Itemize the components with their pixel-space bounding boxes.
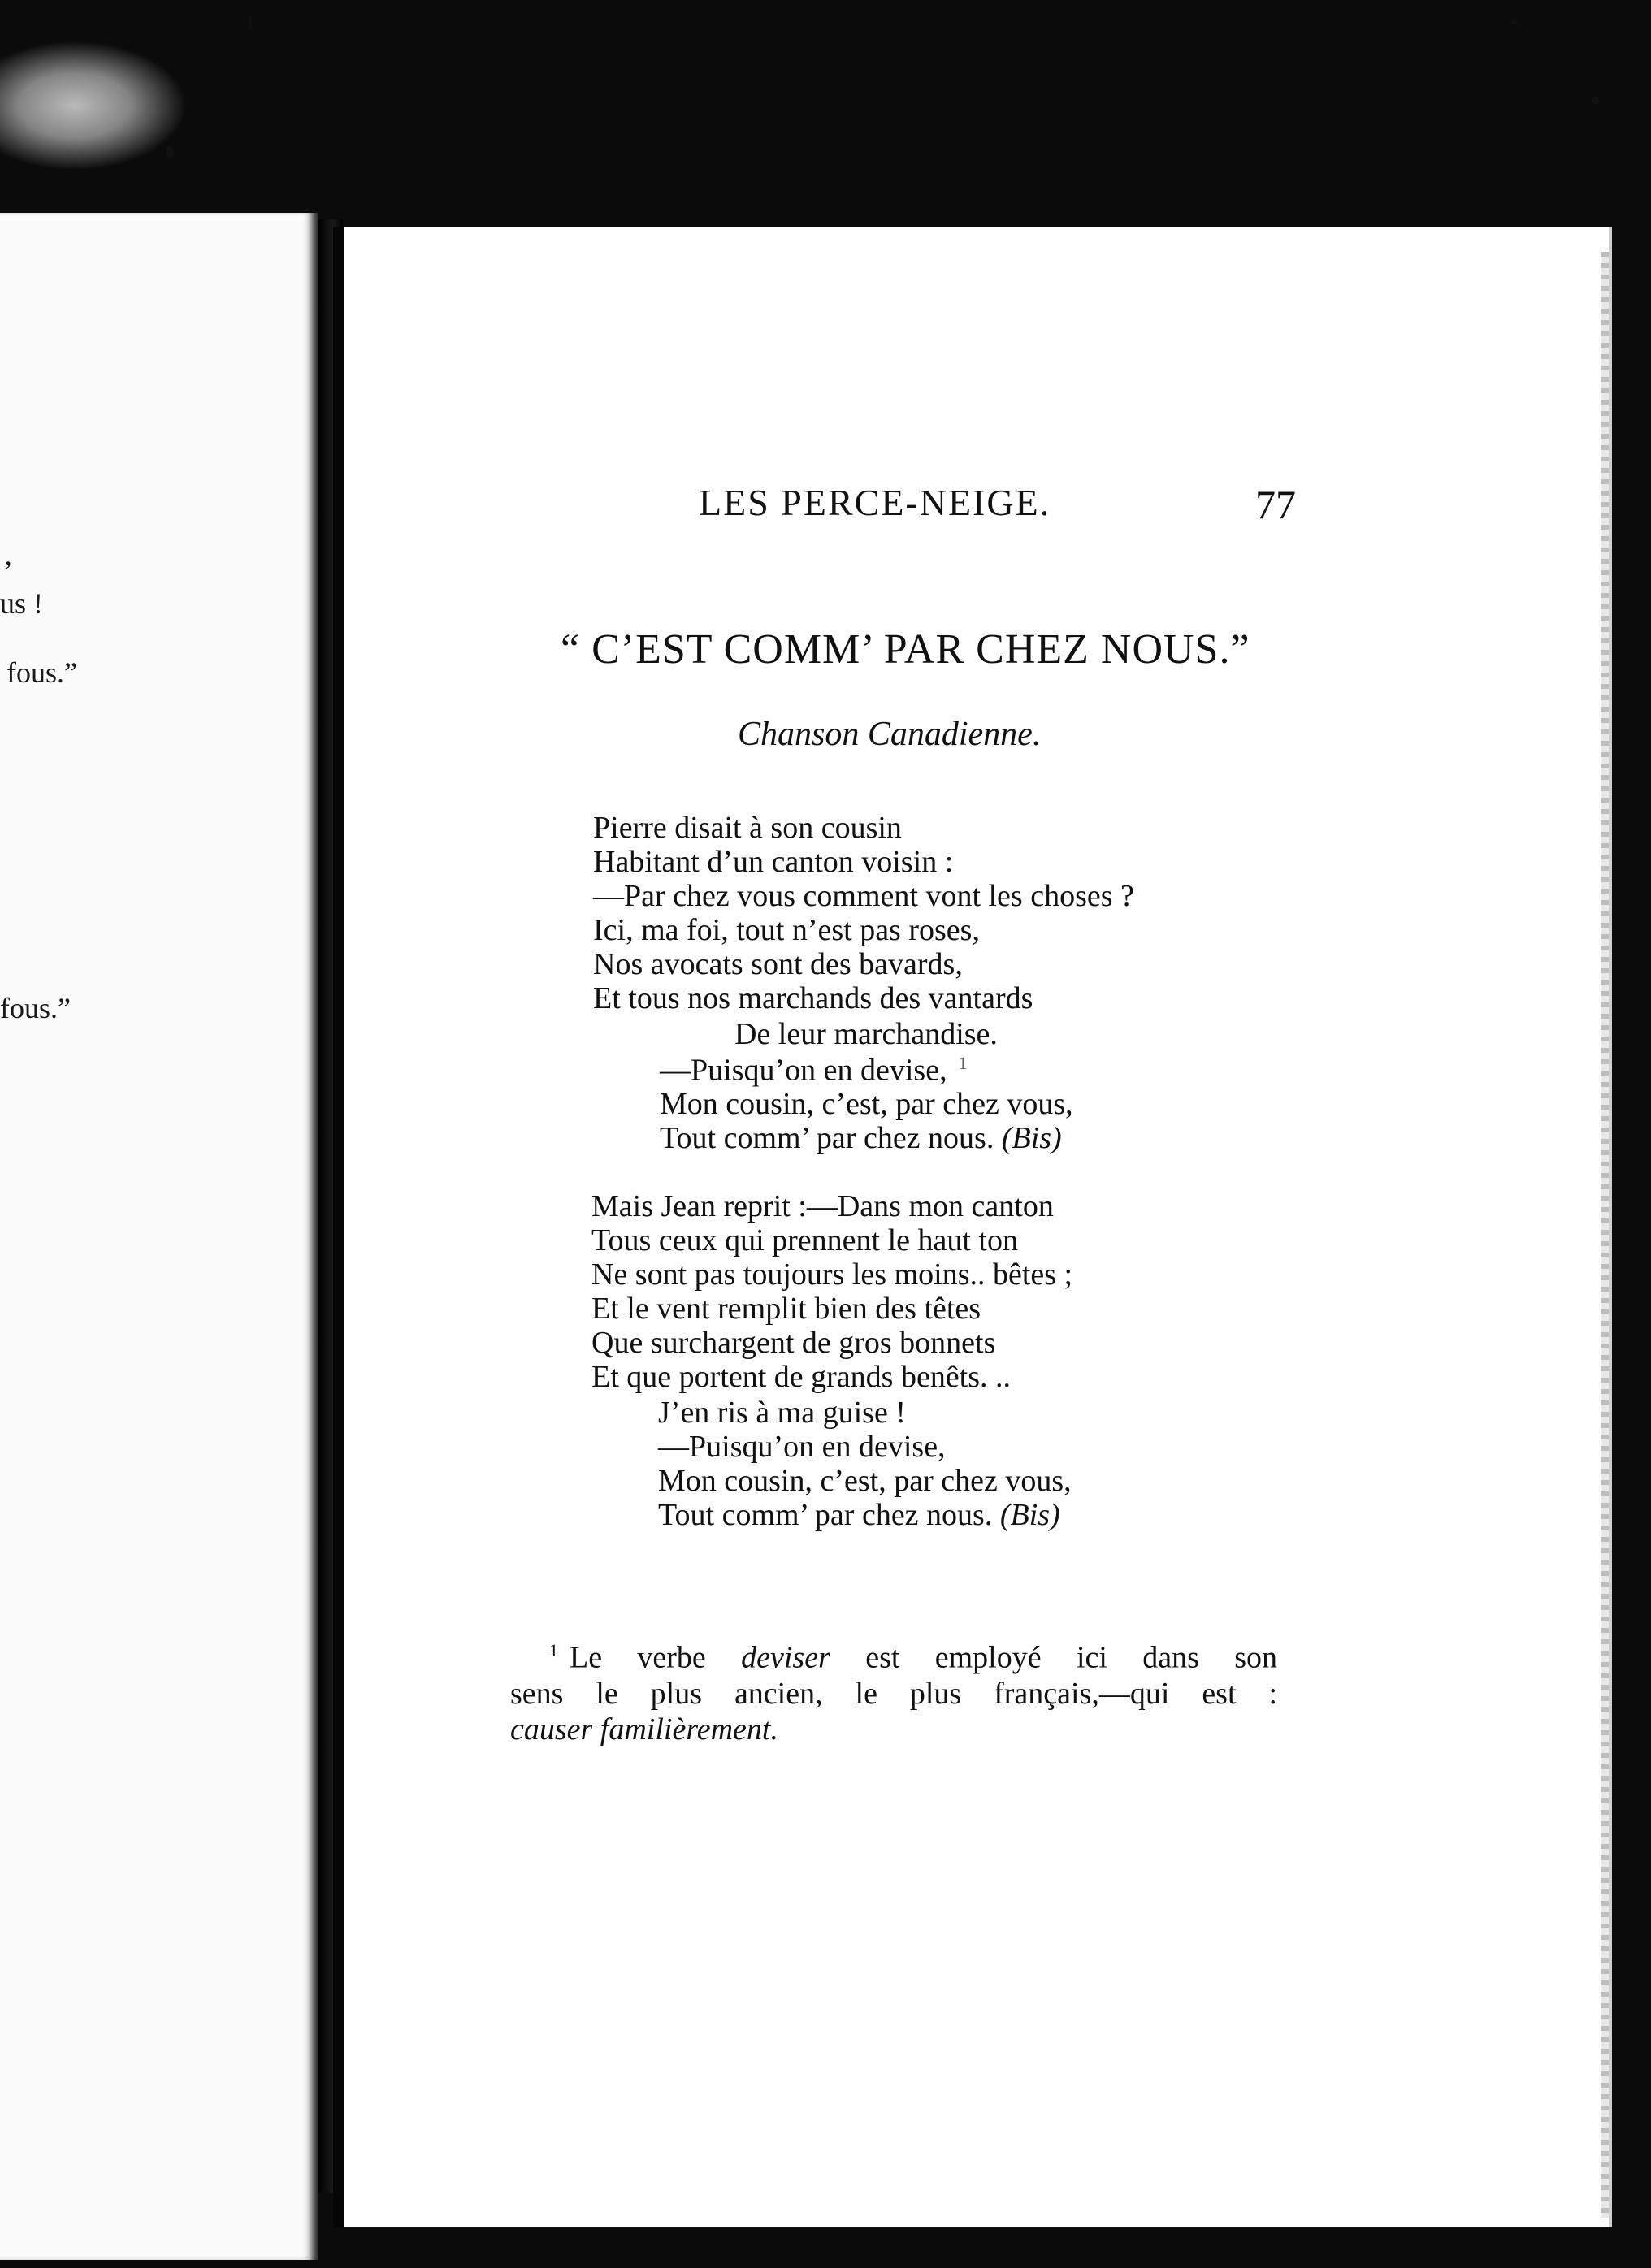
verse-line: Mon cousin, c’est, par chez vous,: [658, 1464, 1072, 1498]
verse-line: Ici, ma foi, tout n’est pas roses,: [593, 913, 980, 947]
verse-line: Habitant d’un canton voisin :: [593, 845, 954, 879]
footnote-number: 1: [549, 1640, 558, 1660]
verse-line: De leur marchandise.: [734, 1017, 998, 1051]
page-edges: [1601, 252, 1609, 2218]
footnote-line: sens le plus ancien, le plus français,—qui est :: [510, 1676, 1277, 1711]
verse-line: [660, 1054, 968, 1086]
verse-line: —Puisqu’on en devise,: [658, 1430, 946, 1464]
verse-line-text: Tout comm’ par chez nous.: [660, 1121, 994, 1155]
verse-line-text: —Puisqu’on en devise,: [660, 1053, 947, 1088]
speck: [249, 16, 252, 29]
left-page-fragment: fous.”: [0, 992, 71, 1024]
footnote-text: est employé ici dans son: [865, 1640, 1278, 1675]
footnote-text: Le verbe: [570, 1640, 706, 1675]
verse-line: [658, 1500, 1060, 1530]
verse-line: J’en ris à ma guise !: [658, 1396, 906, 1430]
verse-line: Tous ceux qui prennent le haut ton: [592, 1223, 1018, 1257]
left-page-fragment: ’: [3, 555, 13, 587]
verse-line: Que surchargent de gros bonnets: [592, 1326, 996, 1360]
speck: [166, 146, 174, 158]
refrain-mark: (Bis): [1001, 1121, 1062, 1155]
song-title: “ C’EST COMM’ PAR CHEZ NOUS.”: [561, 626, 1250, 673]
verse-line: Et que portent de grands benêts. ..: [592, 1360, 1012, 1394]
running-head: LES PERCE-NEIGE.: [699, 482, 1051, 523]
footnote-line: [510, 1712, 1277, 1747]
verse-line: Et le vent remplit bien des têtes: [592, 1292, 982, 1326]
verse-line: Et tous nos marchands des vantards: [593, 981, 1034, 1015]
verse-line: Ne sont pas toujours les moins.. bêtes ;: [592, 1257, 1073, 1292]
song-subtitle: Chanson Canadienne.: [738, 716, 1042, 753]
footnote-definition: causer familièrement.: [510, 1712, 778, 1746]
scanner-smudge: [0, 41, 187, 171]
verse-line: Mon cousin, c’est, par chez vous,: [660, 1087, 1073, 1121]
footnote-line: [510, 1633, 1277, 1676]
footnote: [510, 1633, 1277, 1747]
footnote-reference: 1: [958, 1053, 968, 1073]
speck: [1592, 97, 1599, 104]
previous-page: [0, 213, 318, 2260]
verse-line: —Par chez vous comment vont les choses ?: [593, 879, 1134, 913]
left-page-fragment: us !: [0, 587, 43, 620]
verse-line-text: Tout comm’ par chez nous.: [658, 1498, 993, 1532]
page-number: 77: [1255, 482, 1296, 527]
verse-line: [660, 1123, 1062, 1153]
verse-line: Nos avocats sont des bavards,: [593, 947, 963, 981]
refrain-mark: (Bis): [999, 1498, 1060, 1532]
verse-line: Mais Jean reprit :—Dans mon canton: [592, 1189, 1054, 1223]
left-page-fragment: fous.”: [6, 656, 77, 689]
footnote-term: deviser: [741, 1640, 830, 1675]
verse-line: Pierre disait à son cousin: [593, 811, 902, 845]
speck: [1511, 19, 1516, 24]
